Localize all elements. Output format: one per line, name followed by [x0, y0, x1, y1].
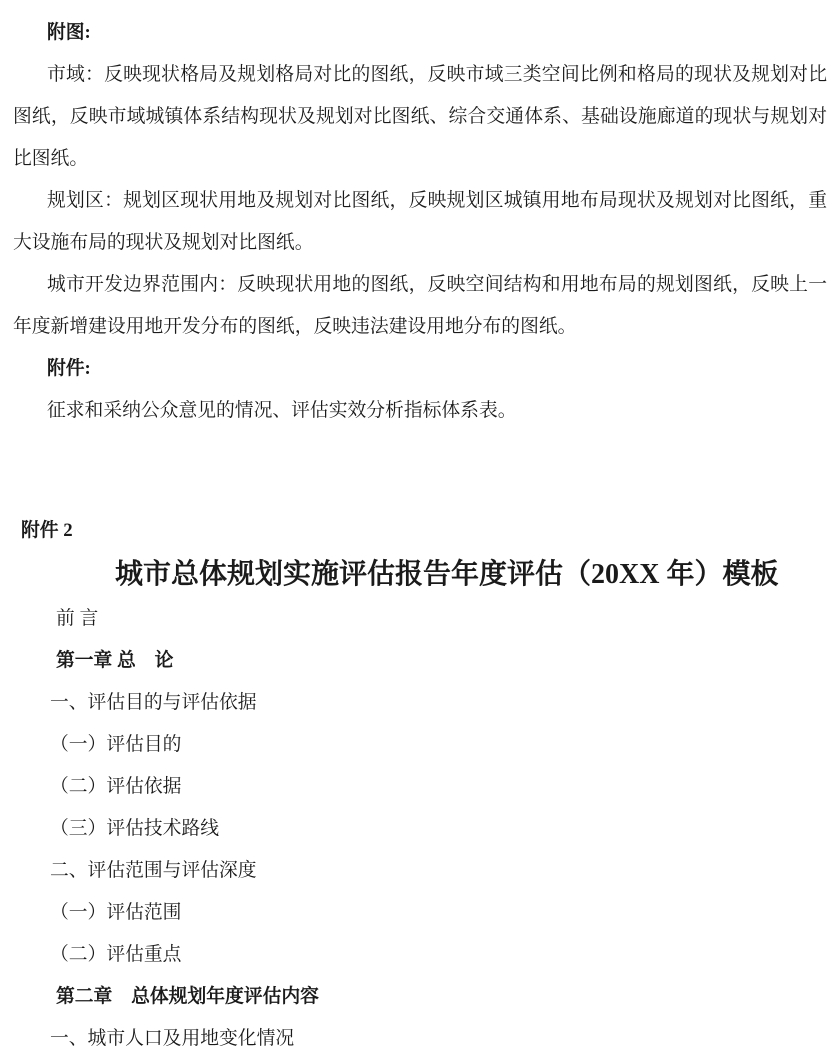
toc-section-1-2: 二、评估范围与评估深度 [50, 860, 257, 881]
paragraph-shiyu-line-1: 市域：反映现状格局及规划格局对比的图纸，反映市域三类空间比例和格局的现状及规划对比 [47, 64, 827, 85]
attachment-list-text: 征求和采纳公众意见的情况、评估实效分析指标体系表。 [47, 400, 517, 421]
toc-preface: 前 言 [56, 608, 99, 629]
toc-subsection-1-2-1: （一）评估范围 [50, 902, 182, 923]
paragraph-shiyu-line-2: 图纸，反映市域城镇体系结构现状及规划对比图纸、综合交通体系、基础设施廊道的现状与规划对 [13, 106, 827, 127]
toc-section-1-1: 一、评估目的与评估依据 [50, 692, 257, 713]
toc-chapter-1: 第一章 总 论 [56, 650, 174, 671]
toc-subsection-1-2-2: （二）评估重点 [50, 944, 182, 965]
attachment2-label: 附件 2 [21, 520, 73, 541]
template-title: 城市总体规划实施评估报告年度评估（20XX 年）模板 [115, 559, 779, 590]
toc-subsection-1-1-3: （三）评估技术路线 [50, 818, 220, 839]
paragraph-kaifabianjie-line-1: 城市开发边界范围内：反映现状用地的图纸，反映空间结构和用地布局的规划图纸，反映上一 [47, 274, 827, 295]
paragraph-shiyu-line-3: 比图纸。 [13, 148, 89, 169]
attachment-figures-heading: 附图: [47, 22, 91, 43]
toc-chapter-2: 第二章 总体规划年度评估内容 [56, 986, 319, 1007]
paragraph-guihuaqu-line-1: 规划区：规划区现状用地及规划对比图纸，反映规划区城镇用地布局现状及规划对比图纸，重 [47, 190, 827, 211]
toc-subsection-1-1-1: （一）评估目的 [50, 734, 182, 755]
toc-subsection-1-1-2: （二）评估依据 [50, 776, 182, 797]
toc-section-2-1: 一、城市人口及用地变化情况 [50, 1028, 295, 1049]
paragraph-guihuaqu-line-2: 大设施布局的现状及规划对比图纸。 [13, 232, 314, 253]
paragraph-kaifabianjie-line-2: 年度新增建设用地开发分布的图纸，反映违法建设用地分布的图纸。 [13, 316, 577, 337]
attachment-list-heading: 附件: [47, 358, 91, 379]
